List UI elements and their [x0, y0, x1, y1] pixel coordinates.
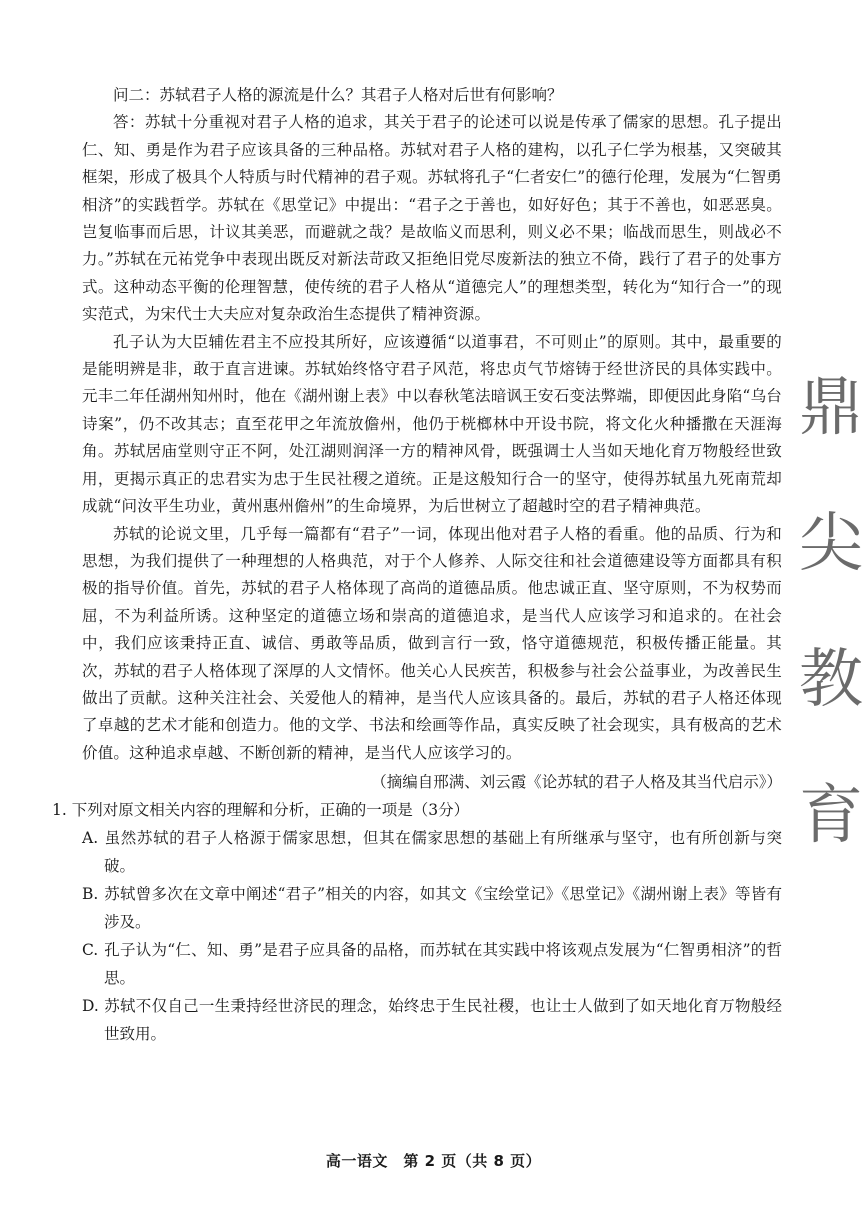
page-footer: 高一语文 第 2 页（共 8 页） — [325, 1152, 542, 1170]
answer-paragraph-2: 孔子认为大臣辅佐君主不应投其所好，应该遵循“以道事君，不可则止”的原则。其中，最重要的是能明辨是非，敢于直言进谏。苏轼始终恪守君子风范，将忠贞气节熔铸于经世济民的具体实践中。元丰二年任湖州知州时，他在《湖州谢上表》中以春秋笔法暗讽王安石变法弊端，即便因此身陷“乌台诗案”，仍不改其志；直至花甲之年流放儋州，他仍于桄榔林中开设书院，将文化火种播撒在天涯海角。苏轼居庙堂则守正不阿，处江湖则润泽一方的精神风骨，既强调士人当如天地化育万物般经世致用，更揭示真正的忠君实为忠于生民社稷之道统。正是这般知行合一的坚守，使得苏轼虽九死南荒却成就“问汝平生功业，黄州惠州儋州”的生命境界，为后世树立了超越时空的君子精神典范。 — [82, 332, 782, 516]
source-citation: （摘编自邢满、刘云霞《论苏轼的君子人格及其当代启示》） — [371, 773, 782, 792]
option-c — [82, 936, 782, 992]
option-letter: C. — [82, 940, 99, 959]
watermark-char: 鼎 — [799, 371, 863, 445]
option-letter: B. — [82, 884, 99, 903]
answer-paragraph-1: 答：苏轼十分重视对君子人格的追求，其关于君子的论述可以说是传承了儒家的思想。孔子提出仁、知、勇是作为君子应该具备的三种品格。苏轼对君子人格的建构，以孔子仁学为根基，又突破其框架，形成了极具个人特质与时代精神的君子观。苏轼将孔子“仁者安仁”的德行伦理，发展为“仁智勇相济”的实践哲学。苏轼在《思堂记》中提出：“君子之于善也，如好好色；其于不善也，如恶恶臭。岂复临事而后思，计议其美恶，而避就之哉？是故临义而思利，则义必不果；临战而思生，则战必不力。”苏轼在元祐党争中表现出既反对新法苛政又拒绝旧党尽废新法的独立不倚，践行了君子的处事方式。这种动态平衡的伦理智慧，使传统的君子人格从“道德完人”的理想类型，转化为“知行合一”的现实范式，为宋代士大夫应对复杂政治生态提供了精神资源。 — [82, 113, 782, 324]
option-text: 孔子认为“仁、知、勇”是君子应具备的品格，而苏轼在其实践中将该观点发展为“仁智勇相济”的哲思。 — [104, 940, 782, 987]
watermark-char: 尖 — [799, 507, 863, 581]
option-text: 虽然苏轼的君子人格源于儒家思想，但其在儒家思想的基础上有所继承与坚守，也有所创新与突破。 — [104, 828, 782, 875]
question-1-stem: 1. 下列对原文相关内容的理解和分析，正确的一项是（3分） — [52, 800, 470, 819]
option-a — [82, 824, 782, 880]
watermark — [796, 340, 866, 884]
option-text: 苏轼不仅自己一生秉持经世济民的理念，始终忠于生民社稷，也让士人做到了如天地化育万物般经世致用。 — [104, 996, 782, 1043]
question-two-heading: 问二：苏轼君子人格的源流是什么？其君子人格对后世有何影响？ — [113, 86, 563, 104]
option-letter: D. — [82, 996, 99, 1015]
option-b — [82, 880, 782, 936]
watermark-char: 教 — [799, 643, 863, 717]
reading-content — [52, 82, 782, 1048]
watermark-char: 育 — [799, 779, 863, 853]
answer-paragraph-3: 苏轼的论说文里，几乎每一篇都有“君子”一词，体现出他对君子人格的看重。他的品质、行为和思想，为我们提供了一种理想的人格典范，对于个人修养、人际交往和社会道德建设等方面都具有积极的指导价值。首先，苏轼的君子人格体现了高尚的道德品质。他忠诚正直、坚守原则，不为权势而屈，不为利益所诱。这种坚定的道德立场和崇高的道德追求，是当代人应该学习和追求的。在社会中，我们应该秉持正直、诚信、勇敢等品质，做到言行一致，恪守道德规范，积极传播正能量。其次，苏轼的君子人格体现了深厚的人文情怀。他关心人民疾苦，积极参与社会公益事业，为改善民生做出了贡献。这种关注社会、关爱他人的精神，是当代人应该具备的。最后，苏轼的君子人格还体现了卓越的艺术才能和创造力。他的文学、书法和绘画等作品，真实反映了社会现实，具有极高的艺术价值。这种追求卓越、不断创新的精神，是当代人应该学习的。 — [82, 524, 782, 762]
option-letter: A. — [82, 828, 99, 847]
option-d — [82, 992, 782, 1048]
option-text: 苏轼曾多次在文章中阐述“君子”相关的内容，如其文《宝绘堂记》《思堂记》《湖州谢上表》等皆有涉及。 — [104, 884, 782, 931]
